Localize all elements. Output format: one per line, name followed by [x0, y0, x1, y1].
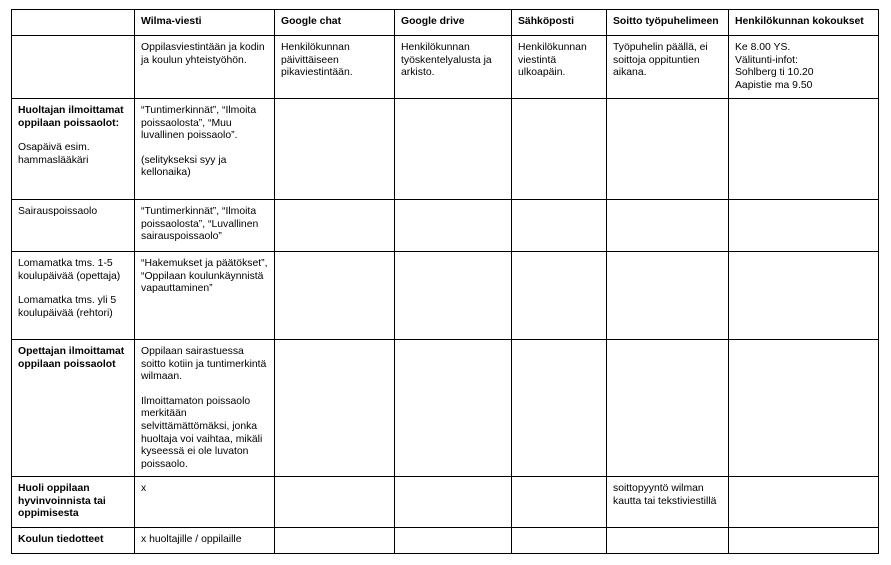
header-email: Sähköposti — [512, 10, 607, 36]
holiday-label-short: Lomamatka tms. 1-5 koulupäivää (opettaja) — [18, 258, 121, 282]
empty-cell — [607, 340, 729, 477]
empty-cell — [729, 340, 879, 477]
bulletins-row — [12, 528, 879, 554]
communication-table — [11, 9, 879, 554]
empty-cell — [607, 528, 729, 554]
guardian-absence-row — [12, 99, 879, 200]
header-wilma: Wilma-viesti — [135, 10, 275, 36]
teacher-absence-wilma-text: Oppilaan sairastuessa soitto kotiin ja tuntimerkintä wilmaan. — [141, 346, 267, 383]
meetings-line: Ke 8.00 YS. — [735, 42, 791, 53]
meetings-line: Sohlberg ti 10.20 — [735, 67, 814, 79]
intro-meetings — [729, 36, 879, 99]
empty-cell — [512, 252, 607, 340]
empty-cell — [729, 252, 879, 340]
teacher-absence-row — [12, 340, 879, 477]
guardian-absence-wilma-note: (selitykseksi syy ja kellonaika) — [141, 154, 227, 179]
empty-cell — [275, 528, 395, 554]
empty-cell — [275, 340, 395, 477]
empty-cell — [395, 477, 512, 528]
header-phone: Soitto työpuhelimeen — [607, 10, 729, 36]
wellbeing-label: Huoli oppilaan hyvinvoinnista tai oppimisesta — [12, 477, 135, 528]
empty-cell — [729, 99, 879, 200]
holiday-wilma: “Hakemukset ja päätökset”, “Oppilaan koulunkäynnistä vapauttaminen” — [135, 252, 275, 340]
empty-cell — [512, 477, 607, 528]
empty-cell — [607, 252, 729, 340]
empty-cell — [729, 200, 879, 252]
guardian-absence-subtitle: Osapäivä esim. hammaslääkäri — [18, 142, 90, 166]
sick-wilma: “Tuntimerkinnät”, “Ilmoita poissaolosta”, “Luvallinen sairauspoissaolo” — [135, 200, 275, 252]
empty-cell — [275, 252, 395, 340]
empty-cell — [512, 340, 607, 477]
empty-cell — [275, 477, 395, 528]
empty-cell — [607, 200, 729, 252]
wellbeing-row — [12, 477, 879, 528]
empty-cell — [512, 200, 607, 252]
teacher-absence-wilma-note: Ilmoittamaton poissaolo merkitään selvittämättömäksi, jonka huoltaja voi vaihtaa, mikäli kyseessä ei ole luvaton poissaolo. — [141, 395, 263, 470]
header-row — [12, 10, 879, 36]
empty-cell — [395, 200, 512, 252]
empty-cell — [512, 99, 607, 200]
sick-label: Sairauspoissaolo — [12, 200, 135, 252]
intro-drive: Henkilökunnan työskentelyalusta ja arkisto. — [395, 36, 512, 99]
empty-cell — [275, 99, 395, 200]
empty-cell — [395, 528, 512, 554]
meetings-line: Aapistie ma 9.50 — [735, 79, 813, 91]
empty-cell — [395, 252, 512, 340]
holiday-label-long: Lomamatka tms. yli 5 koulupäivää (rehtori) — [18, 295, 117, 319]
intro-wilma: Oppilasviestintään ja kodin ja koulun yhteistyöhön. — [135, 36, 275, 99]
intro-row — [12, 36, 879, 99]
bulletins-label: Koulun tiedotteet — [12, 528, 135, 554]
teacher-absence-label: Opettajan ilmoittamat oppilaan poissaolot — [12, 340, 135, 477]
intro-phone: Työpuhelin päällä, ei soittoja oppituntien aikana. — [607, 36, 729, 99]
holiday-row — [12, 252, 879, 340]
meetings-line: Välitunti-infot: — [735, 54, 798, 66]
empty-cell — [607, 99, 729, 200]
header-google-chat: Google chat — [275, 10, 395, 36]
empty-cell — [729, 477, 879, 528]
wellbeing-phone: soittopyyntö wilman kautta tai tekstiviestillä — [607, 477, 729, 528]
wellbeing-wilma: x — [135, 477, 275, 528]
holiday-label — [12, 252, 135, 340]
guardian-absence-title: Huoltajan ilmoittamat oppilaan poissaolot: — [18, 105, 124, 129]
empty-cell — [395, 340, 512, 477]
guardian-absence-wilma — [135, 99, 275, 200]
intro-email: Henkilökunnan viestintä ulkoapäin. — [512, 36, 607, 99]
header-google-drive: Google drive — [395, 10, 512, 36]
intro-label — [12, 36, 135, 99]
empty-cell — [275, 200, 395, 252]
sick-row — [12, 200, 879, 252]
intro-chat: Henkilökunnan päivittäiseen pikaviestintään. — [275, 36, 395, 99]
header-meetings: Henkilökunnan kokoukset — [729, 10, 879, 36]
empty-cell — [729, 528, 879, 554]
guardian-absence-wilma-text: “Tuntimerkinnät”, “Ilmoita poissaolosta”, “Muu luvallinen poissaolo”. — [141, 105, 257, 142]
bulletins-wilma: x huoltajille / oppilaille — [135, 528, 275, 554]
empty-cell — [395, 99, 512, 200]
guardian-absence-label — [12, 99, 135, 200]
empty-cell — [512, 528, 607, 554]
header-empty — [12, 10, 135, 36]
teacher-absence-wilma — [135, 340, 275, 477]
